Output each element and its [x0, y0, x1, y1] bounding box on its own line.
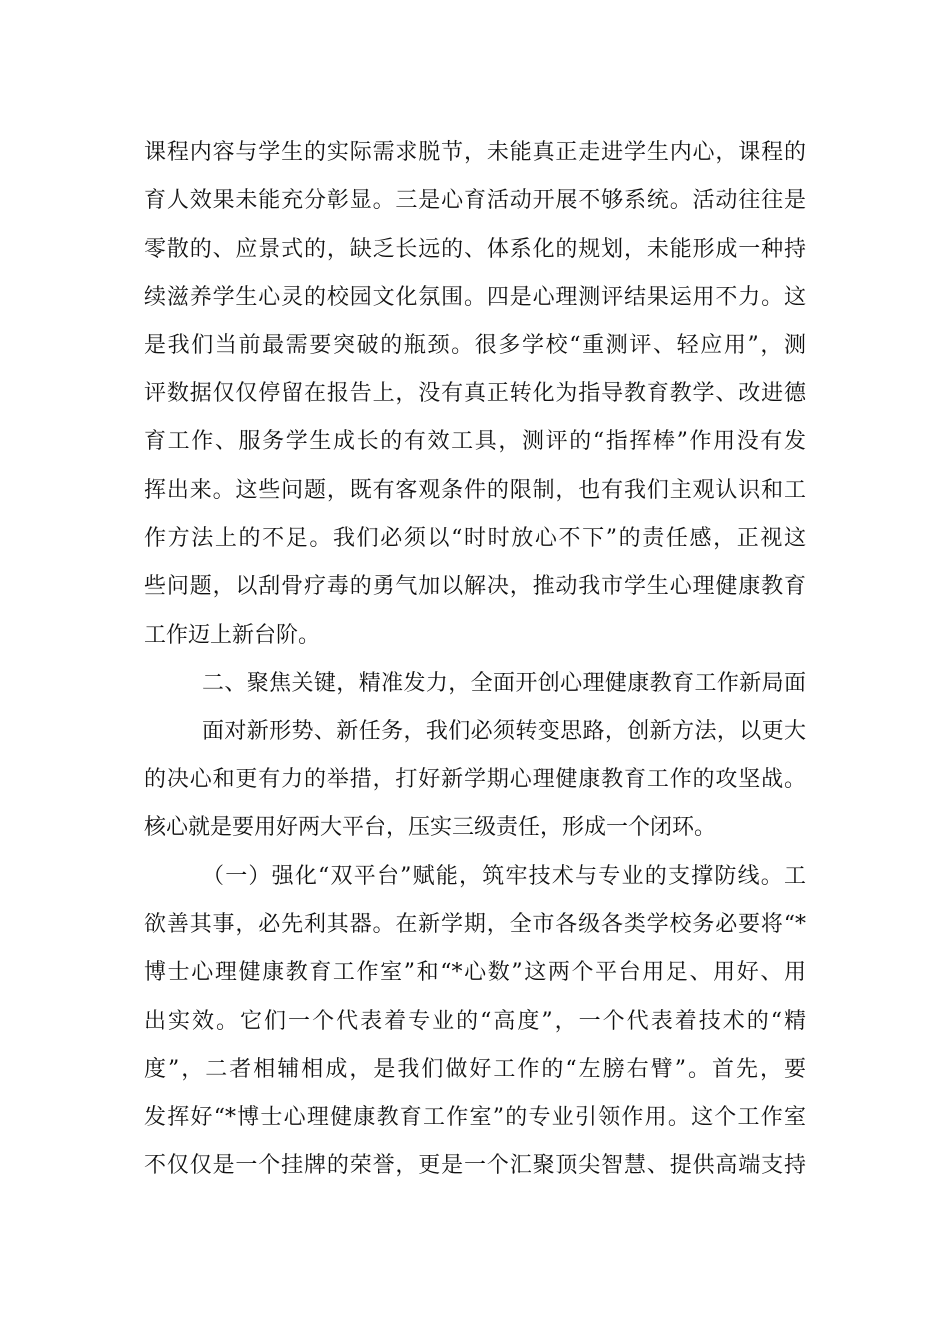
text-line: 欲善其事，必先利其器。在新学期，全市各级各类学校务必要将“* [144, 912, 806, 937]
text-line: 核心就是要用好两大平台，压实三级责任，形成一个闭环。 [144, 815, 717, 840]
text-line: 评数据仅仅停留在报告上，没有真正转化为指导教育教学、改进德 [144, 381, 806, 406]
text-line: 作方法上的不足。我们必须以“时时放心不下”的责任感，正视这 [144, 526, 806, 551]
text-line: 博士心理健康教育工作室”和“*心数”这两个平台用足、用好、用 [144, 960, 806, 985]
text-line: 些问题，以刮骨疗毒的勇气加以解决，推动我市学生心理健康教育 [144, 574, 806, 599]
text-line: 面对新形势、新任务，我们必须转变思路，创新方法，以更大 [202, 719, 806, 744]
text-line: 育工作、服务学生成长的有效工具，测评的“指挥棒”作用没有发 [144, 429, 806, 454]
text-line: 度”，二者相辅相成，是我们做好工作的“左膀右臂”。首先，要 [144, 1057, 806, 1082]
subsection-heading: （一）强化“双平台”赋能，筑牢技术与专业的支撑防线。工 [202, 864, 806, 889]
text-line: 发挥好“*博士心理健康教育工作室”的专业引领作用。这个工作室 [144, 1105, 806, 1130]
text-line: 不仅仅是一个挂牌的荣誉，更是一个汇聚顶尖智慧、提供高端支持 [144, 1153, 806, 1178]
text-line: 续滋养学生心灵的校园文化氛围。四是心理测评结果运用不力。这 [144, 285, 806, 310]
text-line: 出实效。它们一个代表着专业的“高度”，一个代表着技术的“精 [144, 1009, 806, 1034]
text-line: 零散的、应景式的，缺乏长远的、体系化的规划，未能形成一种持 [144, 237, 806, 262]
text-line: 工作迈上新台阶。 [144, 623, 321, 648]
text-line: 育人效果未能充分彰显。三是心育活动开展不够系统。活动往往是 [144, 188, 806, 213]
text-line: 是我们当前最需要突破的瓶颈。很多学校“重测评、轻应用”，测 [144, 333, 806, 358]
text-line: 课程内容与学生的实际需求脱节，未能真正走进学生内心，课程的 [144, 140, 806, 165]
text-line: 挥出来。这些问题，既有客观条件的限制，也有我们主观认识和工 [144, 478, 806, 503]
text-line: 的决心和更有力的举措，打好新学期心理健康教育工作的攻坚战。 [144, 767, 806, 792]
section-heading: 二、聚焦关键，精准发力，全面开创心理健康教育工作新局面 [202, 671, 806, 696]
